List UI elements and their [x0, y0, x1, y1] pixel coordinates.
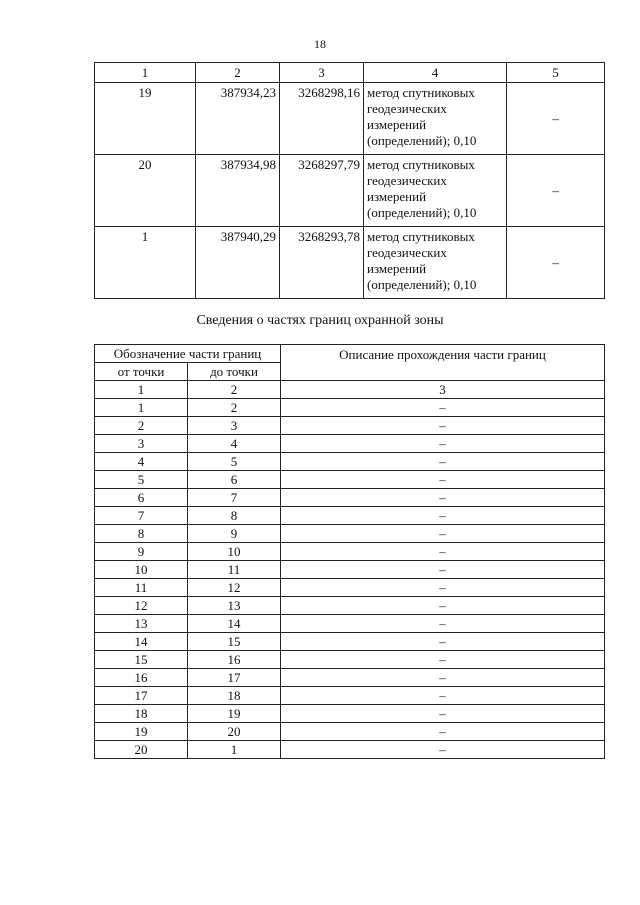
table-row [95, 399, 605, 417]
table-row [95, 453, 605, 471]
method-line: (определений); 0,10 [367, 205, 477, 220]
from-point-cell: 19 [95, 723, 188, 741]
point-number: 20 [95, 155, 196, 227]
method-description [364, 83, 507, 155]
description-cell: – [281, 651, 605, 669]
page-number: 18 [314, 37, 326, 51]
description-cell: – [281, 453, 605, 471]
from-point-cell: 11 [95, 579, 188, 597]
table-row [95, 723, 605, 741]
method-line: измерений [367, 189, 427, 204]
to-point-cell: 13 [188, 597, 281, 615]
method-description [364, 227, 507, 299]
header-from-point: от точки [95, 363, 188, 381]
from-point-cell: 13 [95, 615, 188, 633]
from-point-cell: 20 [95, 741, 188, 759]
from-point-cell: 15 [95, 651, 188, 669]
section-title: Сведения о частях границ охранной зоны [196, 313, 444, 328]
header-to-point: до точки [188, 363, 281, 381]
table-row [95, 561, 605, 579]
from-point-cell: 14 [95, 633, 188, 651]
table-row [95, 597, 605, 615]
table-row [95, 435, 605, 453]
column-number-header: 5 [507, 63, 605, 83]
table-row [95, 525, 605, 543]
description-cell: – [281, 417, 605, 435]
header-part-designation: Обозначение части границ [95, 345, 281, 363]
column-number-header: 1 [95, 63, 196, 83]
description-cell: – [281, 687, 605, 705]
column-5-value: – [507, 83, 605, 155]
description-cell: – [281, 435, 605, 453]
to-point-cell: 1 [188, 741, 281, 759]
from-point-cell: 10 [95, 561, 188, 579]
column-numbering-row [95, 381, 605, 399]
table-row [95, 579, 605, 597]
description-cell: – [281, 471, 605, 489]
to-point-cell: 20 [188, 723, 281, 741]
table-row [95, 633, 605, 651]
from-point-cell: 8 [95, 525, 188, 543]
coordinate-y: 3268297,79 [280, 155, 364, 227]
description-cell: – [281, 723, 605, 741]
boundary-parts-table [94, 344, 605, 759]
from-point-cell: 18 [95, 705, 188, 723]
to-point-cell: 9 [188, 525, 281, 543]
description-cell: – [281, 633, 605, 651]
to-point-cell: 11 [188, 561, 281, 579]
column-5-value: – [507, 155, 605, 227]
description-cell: – [281, 705, 605, 723]
table-row [95, 507, 605, 525]
description-cell: – [281, 741, 605, 759]
description-cell: – [281, 597, 605, 615]
table-row [95, 741, 605, 759]
to-point-cell: 10 [188, 543, 281, 561]
from-point-cell: 7 [95, 507, 188, 525]
table-row [95, 155, 605, 227]
from-point-cell: 2 [95, 417, 188, 435]
point-number: 19 [95, 83, 196, 155]
description-cell: – [281, 489, 605, 507]
description-cell: – [281, 579, 605, 597]
coordinate-x: 387940,29 [196, 227, 280, 299]
coordinate-y: 3268298,16 [280, 83, 364, 155]
table-row [95, 227, 605, 299]
column-number-header: 3 [280, 63, 364, 83]
column-number-header: 1 [95, 381, 188, 399]
column-number-header: 3 [281, 381, 605, 399]
table-row [95, 651, 605, 669]
to-point-cell: 19 [188, 705, 281, 723]
column-5-value: – [507, 227, 605, 299]
to-point-cell: 6 [188, 471, 281, 489]
from-point-cell: 12 [95, 597, 188, 615]
method-line: (определений); 0,10 [367, 133, 477, 148]
table-row [95, 471, 605, 489]
method-line: геодезических [367, 101, 447, 116]
method-line: измерений [367, 117, 427, 132]
coordinate-y: 3268293,78 [280, 227, 364, 299]
to-point-cell: 16 [188, 651, 281, 669]
description-cell: – [281, 561, 605, 579]
table-row [95, 543, 605, 561]
description-cell: – [281, 615, 605, 633]
description-cell: – [281, 543, 605, 561]
to-point-cell: 12 [188, 579, 281, 597]
table-row [95, 705, 605, 723]
to-point-cell: 17 [188, 669, 281, 687]
to-point-cell: 5 [188, 453, 281, 471]
description-cell: – [281, 669, 605, 687]
method-description [364, 155, 507, 227]
column-number-header: 2 [196, 63, 280, 83]
table-row [95, 615, 605, 633]
coordinate-x: 387934,23 [196, 83, 280, 155]
header-part-description: Описание прохождения части границ [281, 345, 605, 381]
coordinates-table [94, 62, 605, 299]
method-line: геодезических [367, 173, 447, 188]
method-line: измерений [367, 261, 427, 276]
column-number-header: 2 [188, 381, 281, 399]
to-point-cell: 2 [188, 399, 281, 417]
from-point-cell: 5 [95, 471, 188, 489]
table-row [95, 489, 605, 507]
method-line: метод спутниковых [367, 85, 475, 100]
from-point-cell: 6 [95, 489, 188, 507]
table-row [95, 417, 605, 435]
from-point-cell: 17 [95, 687, 188, 705]
method-line: метод спутниковых [367, 157, 475, 172]
to-point-cell: 15 [188, 633, 281, 651]
method-line: (определений); 0,10 [367, 277, 477, 292]
table-row [95, 83, 605, 155]
method-line: геодезических [367, 245, 447, 260]
to-point-cell: 14 [188, 615, 281, 633]
from-point-cell: 9 [95, 543, 188, 561]
to-point-cell: 4 [188, 435, 281, 453]
column-number-header: 4 [364, 63, 507, 83]
point-number: 1 [95, 227, 196, 299]
to-point-cell: 7 [188, 489, 281, 507]
from-point-cell: 3 [95, 435, 188, 453]
from-point-cell: 16 [95, 669, 188, 687]
from-point-cell: 1 [95, 399, 188, 417]
method-line: метод спутниковых [367, 229, 475, 244]
description-cell: – [281, 525, 605, 543]
to-point-cell: 3 [188, 417, 281, 435]
description-cell: – [281, 507, 605, 525]
coordinates-header-row [95, 63, 605, 83]
coordinate-x: 387934,98 [196, 155, 280, 227]
table-row [95, 669, 605, 687]
to-point-cell: 18 [188, 687, 281, 705]
table-row [95, 687, 605, 705]
to-point-cell: 8 [188, 507, 281, 525]
boundary-parts-body [95, 399, 605, 759]
from-point-cell: 4 [95, 453, 188, 471]
description-cell: – [281, 399, 605, 417]
